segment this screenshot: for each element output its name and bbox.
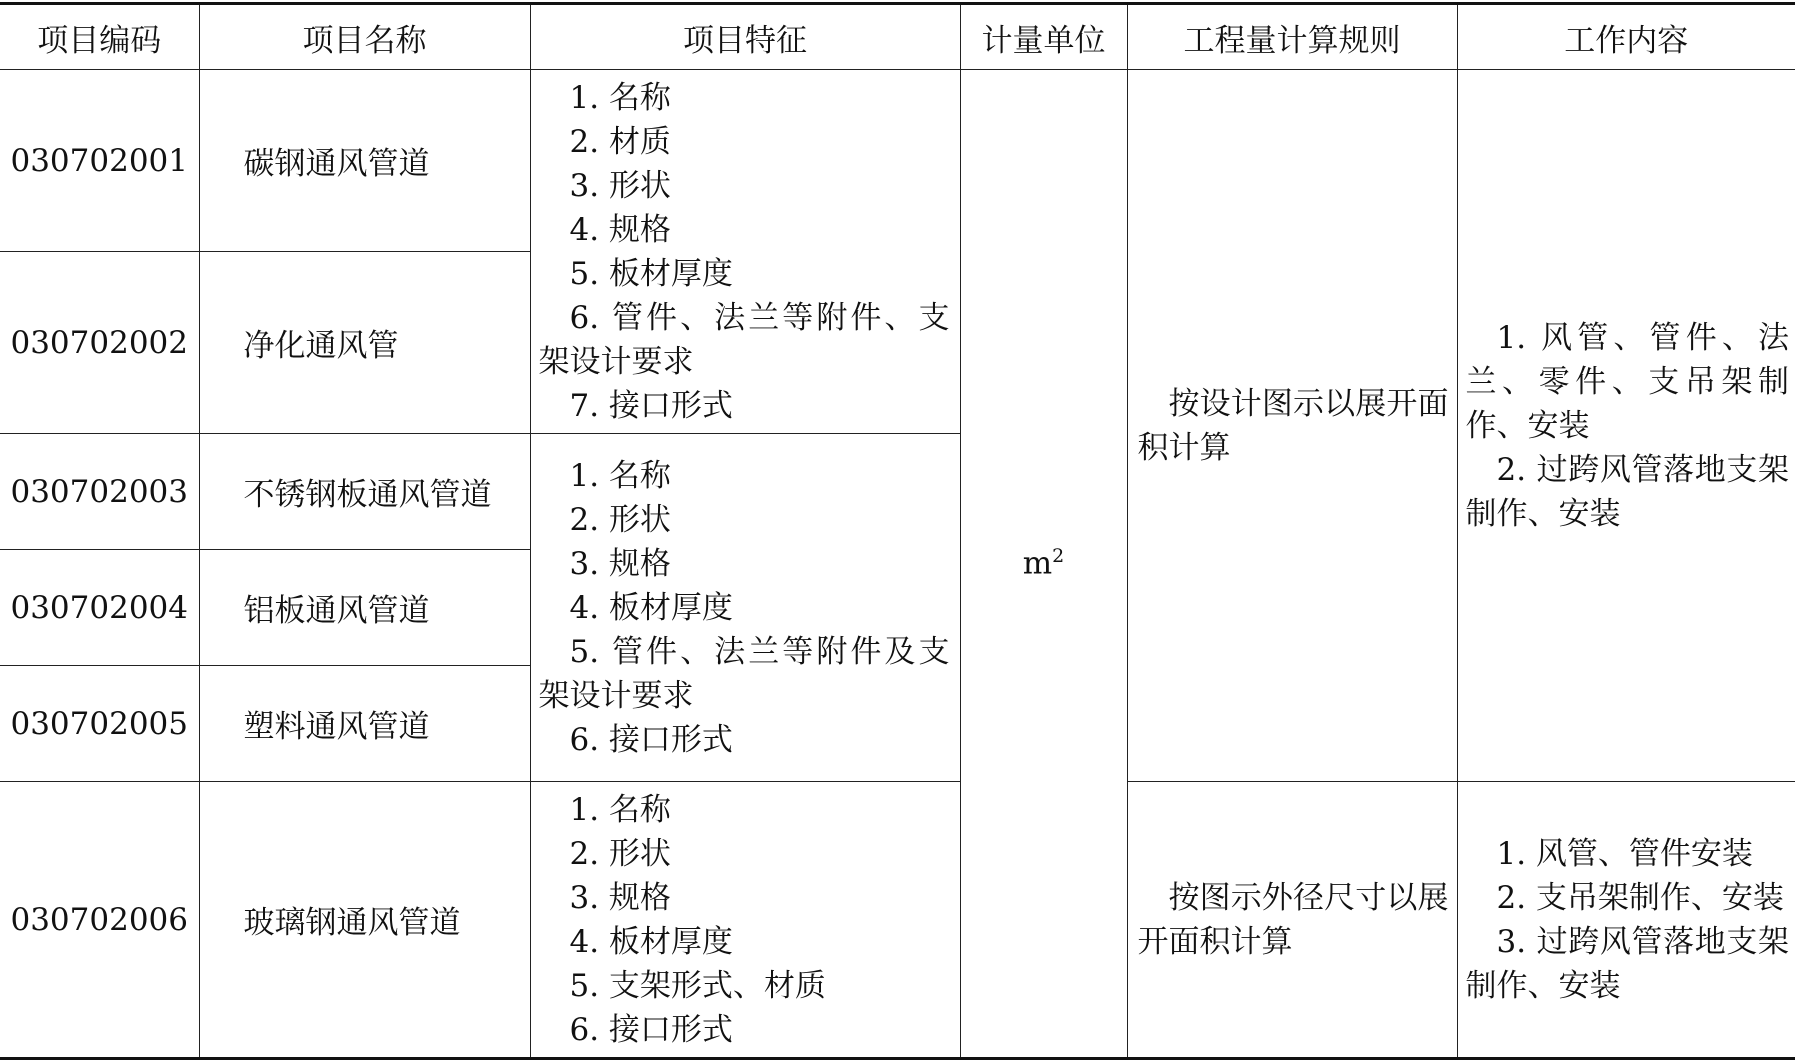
unit-base: m: [1022, 545, 1053, 582]
unit-cell: [960, 70, 1127, 1059]
feature-item: 2. 形状: [569, 835, 671, 872]
item-name: 净化通风管: [199, 252, 530, 434]
header-name: 项目名称: [199, 4, 530, 70]
feature-item: 1. 名称: [569, 457, 671, 494]
feature-item: 1. 名称: [569, 79, 671, 116]
work-item: 1. 风管、管件、法兰、零件、支吊架制作、安装: [1465, 319, 1789, 444]
table-row: [0, 70, 1795, 252]
rule-cell: [1127, 782, 1457, 1059]
item-name: 玻璃钢通风管道: [199, 782, 530, 1059]
feature-item: 4. 规格: [569, 211, 671, 248]
specification-table: [0, 2, 1795, 1060]
item-name: 塑料通风管道: [199, 666, 530, 782]
item-name: 碳钢通风管道: [199, 70, 530, 252]
feature-item: 1. 名称: [569, 791, 671, 828]
table-row: [0, 782, 1795, 1059]
work-item: 2. 过跨风管落地支架制作、安装: [1465, 451, 1789, 532]
rule-cell: [1127, 70, 1457, 782]
feature-item: 4. 板材厚度: [569, 923, 733, 960]
header-row: [0, 4, 1795, 70]
item-code: 030702001: [0, 70, 199, 252]
header-work: 工作内容: [1457, 4, 1795, 70]
unit-superscript: 2: [1052, 545, 1065, 568]
feature-item: 3. 规格: [569, 545, 671, 582]
item-code: 030702005: [0, 666, 199, 782]
feature-item: 2. 材质: [569, 123, 671, 160]
feature-item: 5. 支架形式、材质: [569, 967, 826, 1004]
item-name: 不锈钢板通风管道: [199, 434, 530, 550]
work-item: 3. 过跨风管落地支架制作、安装: [1465, 923, 1789, 1004]
feature-item: 2. 形状: [569, 501, 671, 538]
work-item: 2. 支吊架制作、安装: [1496, 879, 1784, 916]
item-code: 030702002: [0, 252, 199, 434]
feature-item: 3. 规格: [569, 879, 671, 916]
item-name: 铝板通风管道: [199, 550, 530, 666]
feature-item: 6. 接口形式: [569, 721, 733, 758]
item-code: 030702004: [0, 550, 199, 666]
header-features: 项目特征: [530, 4, 960, 70]
feature-item: 6. 接口形式: [569, 1011, 733, 1048]
feature-item: 5. 管件、法兰等附件及支架设计要求: [538, 633, 950, 714]
work-item: 1. 风管、管件安装: [1496, 835, 1753, 872]
feature-list: [530, 434, 960, 782]
feature-item: 5. 板材厚度: [569, 255, 733, 292]
work-content-cell: [1457, 70, 1795, 782]
feature-item: 4. 板材厚度: [569, 589, 733, 626]
feature-list: [530, 70, 960, 434]
item-code: 030702003: [0, 434, 199, 550]
header-code: 项目编码: [0, 4, 199, 70]
rule-text: 按设计图示以展开面积计算: [1137, 385, 1449, 466]
feature-list: [530, 782, 960, 1059]
rule-text: 按图示外径尺寸以展开面积计算: [1137, 879, 1449, 960]
feature-item: 3. 形状: [569, 167, 671, 204]
work-content-cell: [1457, 782, 1795, 1059]
header-rule: 工程量计算规则: [1127, 4, 1457, 70]
item-code: 030702006: [0, 782, 199, 1059]
header-unit: 计量单位: [960, 4, 1127, 70]
feature-item: 6. 管件、法兰等附件、支架设计要求: [538, 299, 950, 380]
feature-item: 7. 接口形式: [569, 387, 733, 424]
